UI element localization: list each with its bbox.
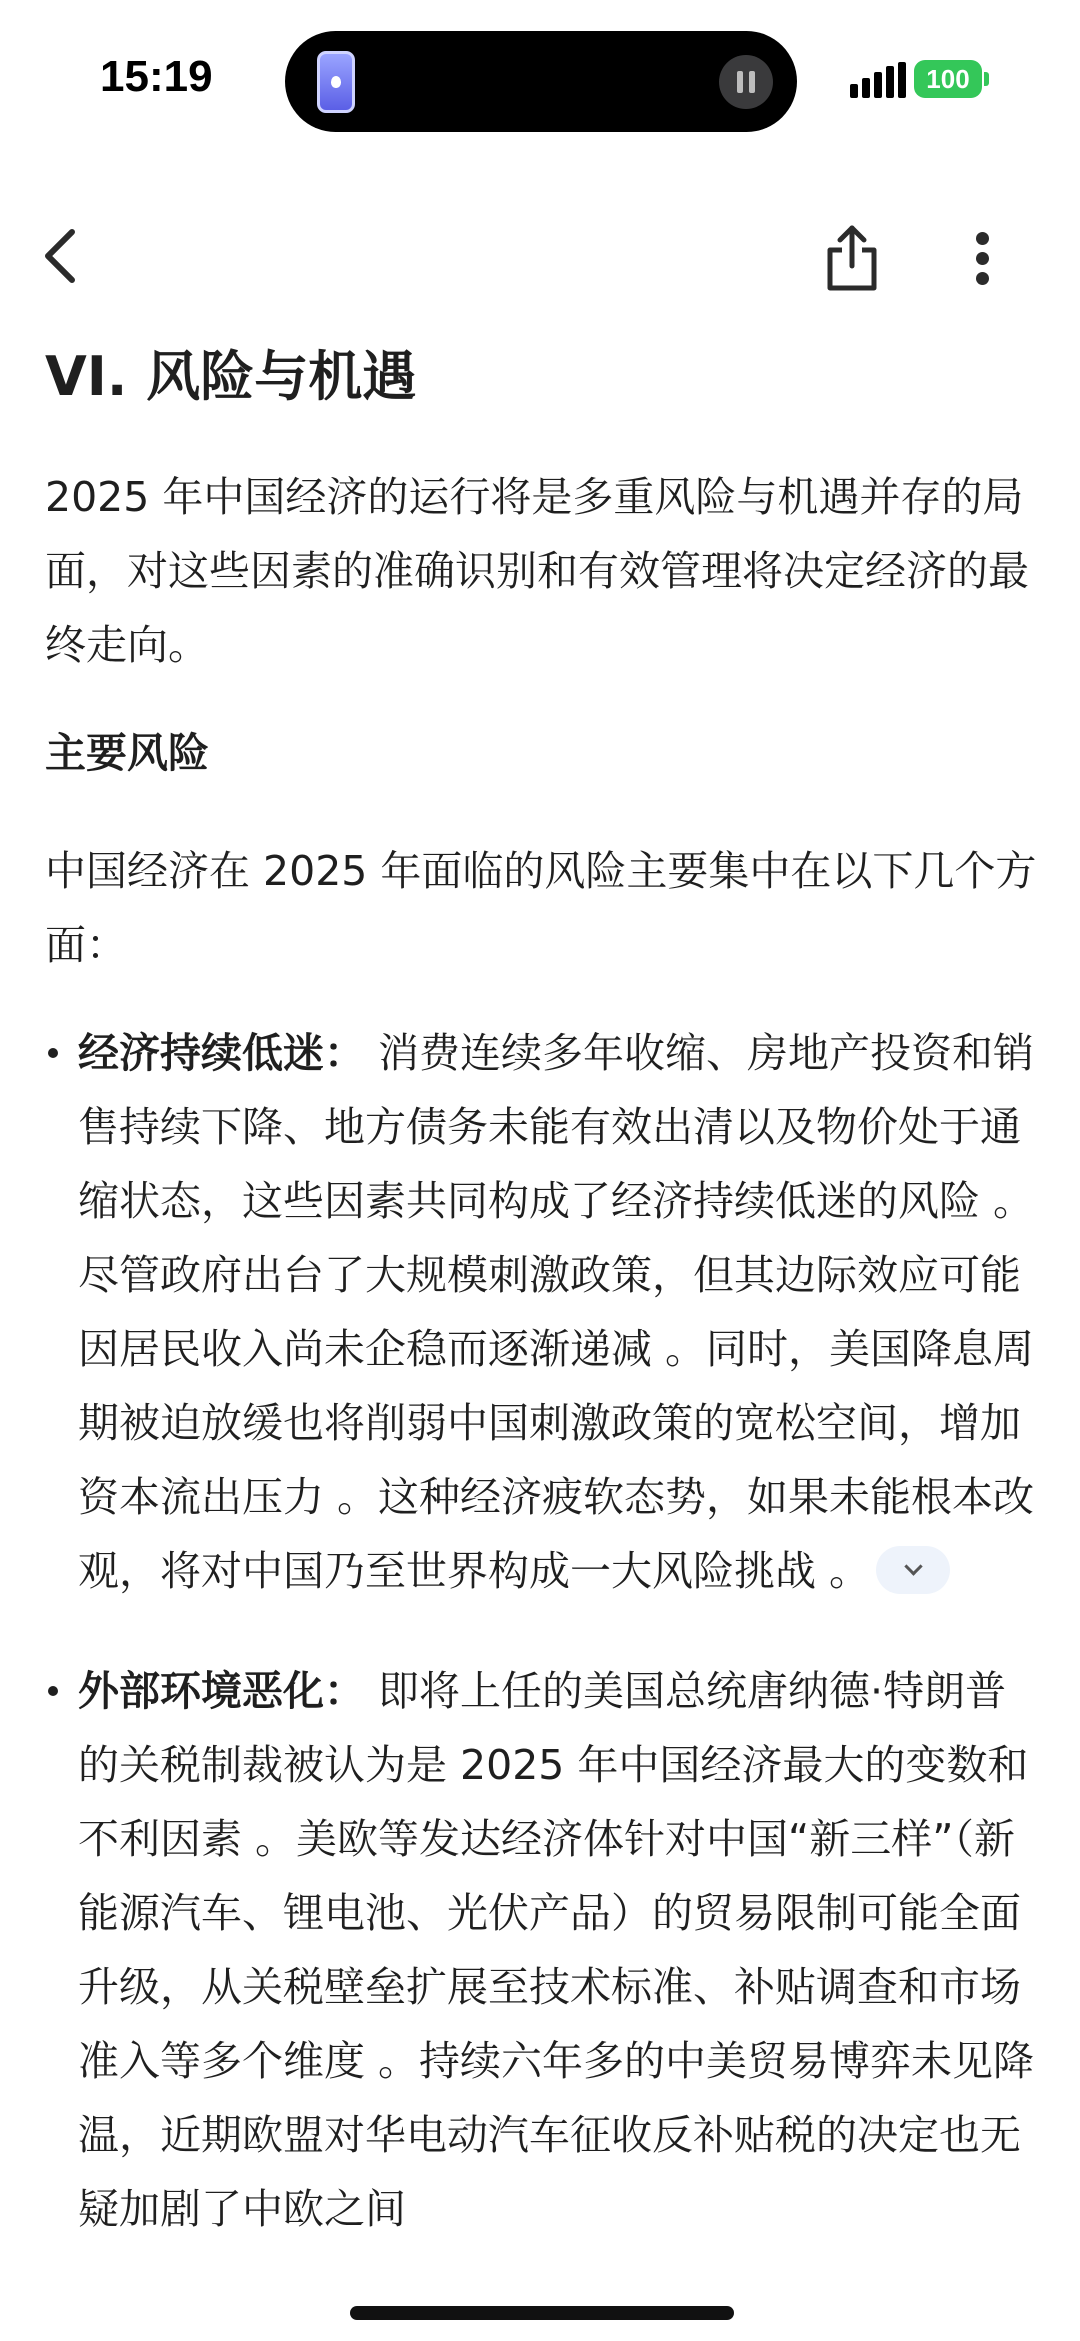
more-options-button[interactable] (962, 228, 1006, 288)
bullet-title: 经济持续低迷： (78, 1029, 365, 1077)
subheading: 主要风险 (45, 729, 209, 777)
list-item (45, 1654, 1040, 2246)
phone-app-icon (317, 51, 355, 113)
chevron-left-icon (36, 222, 88, 290)
pause-icon[interactable] (719, 55, 773, 109)
home-indicator[interactable] (350, 2306, 734, 2320)
bullet-title: 外部环境恶化： (78, 1667, 365, 1715)
more-vertical-icon (976, 232, 989, 245)
expand-sources-button[interactable] (876, 1546, 950, 1594)
article-content (45, 340, 1040, 2292)
section-title: VI. 风险与机遇 (45, 345, 417, 408)
bullet-text: 消费连续多年收缩、房地产投资和销售持续下降、地方债务未能有效出清以及物价处于通缩状态，这些因素共同构成了经济持续低迷的风险 。尽管政府出台了大规模刺激政策，但其边际效应可能因居民收入尚未企稳而逐渐递减 。同时，美国降息周期被迫放缓也将削弱中国刺激政策的宽松空间，增加资本流出压力 。这种经济疲软态势，如果未能根本改观，将对中国乃至世界构成一大风险挑战 。 (78, 1029, 1035, 1595)
status-bar (0, 0, 1080, 150)
back-button[interactable] (36, 222, 88, 290)
list-item (45, 1016, 1040, 1608)
share-icon (820, 222, 884, 294)
intro-paragraph: 2025 年中国经济的运行将是多重风险与机遇并存的局面，对这些因素的准确识别和有效管理将决定经济的最终走向。 (45, 473, 1029, 669)
status-time: 15:19 (100, 52, 213, 101)
more-dot (976, 272, 989, 285)
battery-icon: 100 (914, 60, 982, 98)
share-button[interactable] (820, 222, 884, 294)
more-dot (976, 252, 989, 265)
cellular-signal-icon (850, 62, 904, 98)
battery-cap (984, 72, 989, 86)
lead-paragraph: 中国经济在 2025 年面临的风险主要集中在以下几个方面： (45, 847, 1037, 969)
dynamic-island[interactable] (285, 31, 797, 132)
bullet-text: 即将上任的美国总统唐纳德·特朗普的关税制裁被认为是 2025 年中国经济最大的变数和不利因素 。美欧等发达经济体针对中国“新三样”（新能源汽车、锂电池、光伏产品）的贸易限制可能全面升级，从关税壁垒扩展至技术标准、补贴调查和市场准入等多个维度 。持续六年多的中美贸易博弈未见降温，近期欧盟对华电动汽车征收反补贴税的决定也无疑加剧了中欧之间 (78, 1667, 1035, 2233)
risk-list (45, 1016, 1040, 2246)
